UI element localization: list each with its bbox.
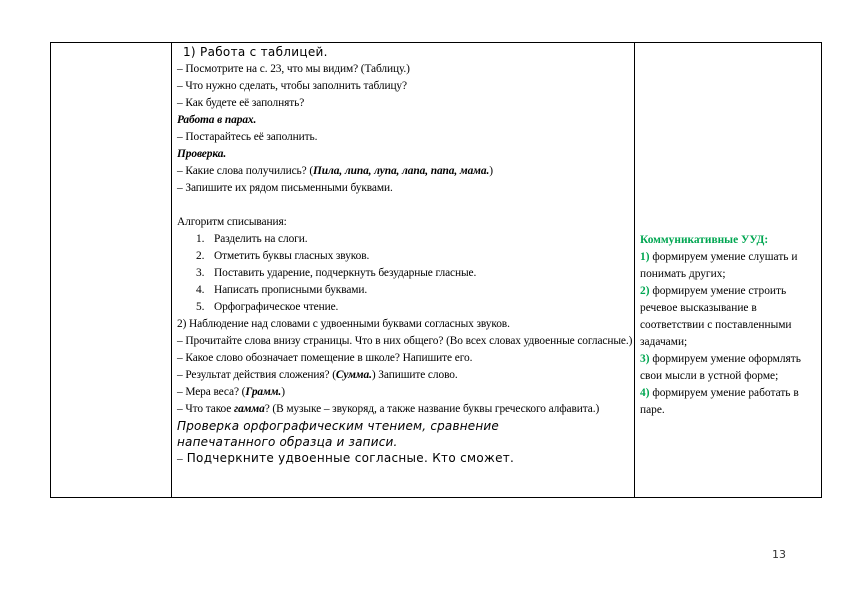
text-fragment: ) bbox=[281, 386, 285, 398]
skill-text: формируем умение оформлять свои мысли в устной форме; bbox=[640, 353, 801, 382]
skill-number: 2) bbox=[640, 285, 650, 297]
question-line: – Как будете её заполнять? bbox=[177, 97, 305, 109]
list-item bbox=[196, 248, 633, 265]
column-divider-right bbox=[634, 43, 635, 497]
text-fragment: ? (В музыке – звукоряд, а также название буквы греческого алфавита.) bbox=[264, 403, 600, 415]
page-number: 13 bbox=[772, 548, 786, 561]
list-number: 3. bbox=[196, 267, 205, 279]
skill-number: 4) bbox=[640, 387, 650, 399]
list-text: Поставить ударение, подчеркнуть безударные гласные. bbox=[214, 267, 477, 279]
skill-text: формируем умение работать в паре. bbox=[640, 387, 799, 416]
list-text: Разделить на слоги. bbox=[214, 233, 308, 245]
list-item bbox=[196, 299, 633, 316]
list-text: Отметить буквы гласных звуков. bbox=[214, 250, 370, 262]
check-instruction: напечатанного образца и записи. bbox=[177, 435, 398, 449]
question-line bbox=[177, 367, 633, 384]
skill-item bbox=[640, 283, 820, 351]
algorithm-list bbox=[177, 231, 633, 316]
skill-item bbox=[640, 351, 820, 385]
answer-fragment: Пила, липа, лупа, лапа, папа, мама. bbox=[313, 165, 490, 177]
check-label: Проверка. bbox=[177, 148, 227, 160]
list-item bbox=[196, 265, 633, 282]
skill-item bbox=[640, 249, 820, 283]
dash: – bbox=[177, 453, 183, 465]
list-text: Написать прописными буквами. bbox=[214, 284, 368, 296]
task-text: Подчеркните удвоенные согласные. Кто сможет. bbox=[182, 451, 515, 465]
question-line bbox=[177, 163, 633, 180]
list-item bbox=[196, 282, 633, 299]
question-line: – Запишите их рядом письменными буквами. bbox=[177, 182, 393, 194]
list-text: Орфографическое чтение. bbox=[214, 301, 339, 313]
text-fragment: – Мера веса? ( bbox=[177, 386, 246, 398]
activity-column bbox=[177, 44, 633, 467]
spacer bbox=[177, 197, 633, 214]
question-paragraph bbox=[177, 401, 633, 418]
skill-number: 3) bbox=[640, 353, 650, 365]
answer-fragment: Сумма. bbox=[335, 369, 372, 381]
list-number: 2. bbox=[196, 250, 205, 262]
final-task bbox=[177, 450, 633, 467]
question-line: – Посмотрите на с. 23, что мы видим? (Таблицу.) bbox=[177, 63, 410, 75]
check-instruction: Проверка орфографическим чтением, сравнение bbox=[177, 419, 500, 433]
text-fragment: – Результат действия сложения? ( bbox=[177, 369, 336, 381]
skills-title: Коммуникативные УУД: bbox=[640, 234, 769, 246]
skill-number: 1) bbox=[640, 251, 650, 263]
section-heading: 1) Работа с таблицей. bbox=[183, 45, 328, 59]
text-fragment: ) bbox=[489, 165, 493, 177]
term-fragment: гамма bbox=[233, 403, 265, 415]
question-paragraph: – Прочитайте слова внизу страницы. Что в них общего? (Во всех словах удвоенные согласные.) bbox=[177, 335, 633, 347]
section-heading-2: 2) Наблюдение над словами с удвоенными буквами согласных звуков. bbox=[177, 318, 510, 330]
pair-work-label: Работа в парах. bbox=[177, 114, 257, 126]
skill-text: формируем умение слушать и понимать других; bbox=[640, 251, 798, 280]
list-item bbox=[196, 231, 633, 248]
column-divider-left bbox=[171, 43, 172, 497]
skill-text: формируем умение строить речевое высказывание в соответствии с поставленными задачами; bbox=[640, 285, 792, 348]
question-line: – Постарайтесь её заполнить. bbox=[177, 131, 318, 143]
text-fragment: – Что такое bbox=[177, 403, 234, 415]
list-number: 4. bbox=[196, 284, 205, 296]
question-line: – Что нужно сделать, чтобы заполнить таблицу? bbox=[177, 80, 407, 92]
lesson-table bbox=[50, 42, 822, 498]
answer-fragment: Грамм. bbox=[245, 386, 282, 398]
question-line: – Какое слово обозначает помещение в школе? Напишите его. bbox=[177, 352, 473, 364]
text-fragment: – Какие слова получились? ( bbox=[177, 165, 314, 177]
skill-item bbox=[640, 385, 820, 419]
skills-column bbox=[640, 232, 820, 419]
text-fragment: ) Запишите слово. bbox=[371, 369, 458, 381]
algorithm-title: Алгоритм списывания: bbox=[177, 216, 287, 228]
list-number: 5. bbox=[196, 301, 205, 313]
question-line bbox=[177, 384, 633, 401]
list-number: 1. bbox=[196, 233, 205, 245]
